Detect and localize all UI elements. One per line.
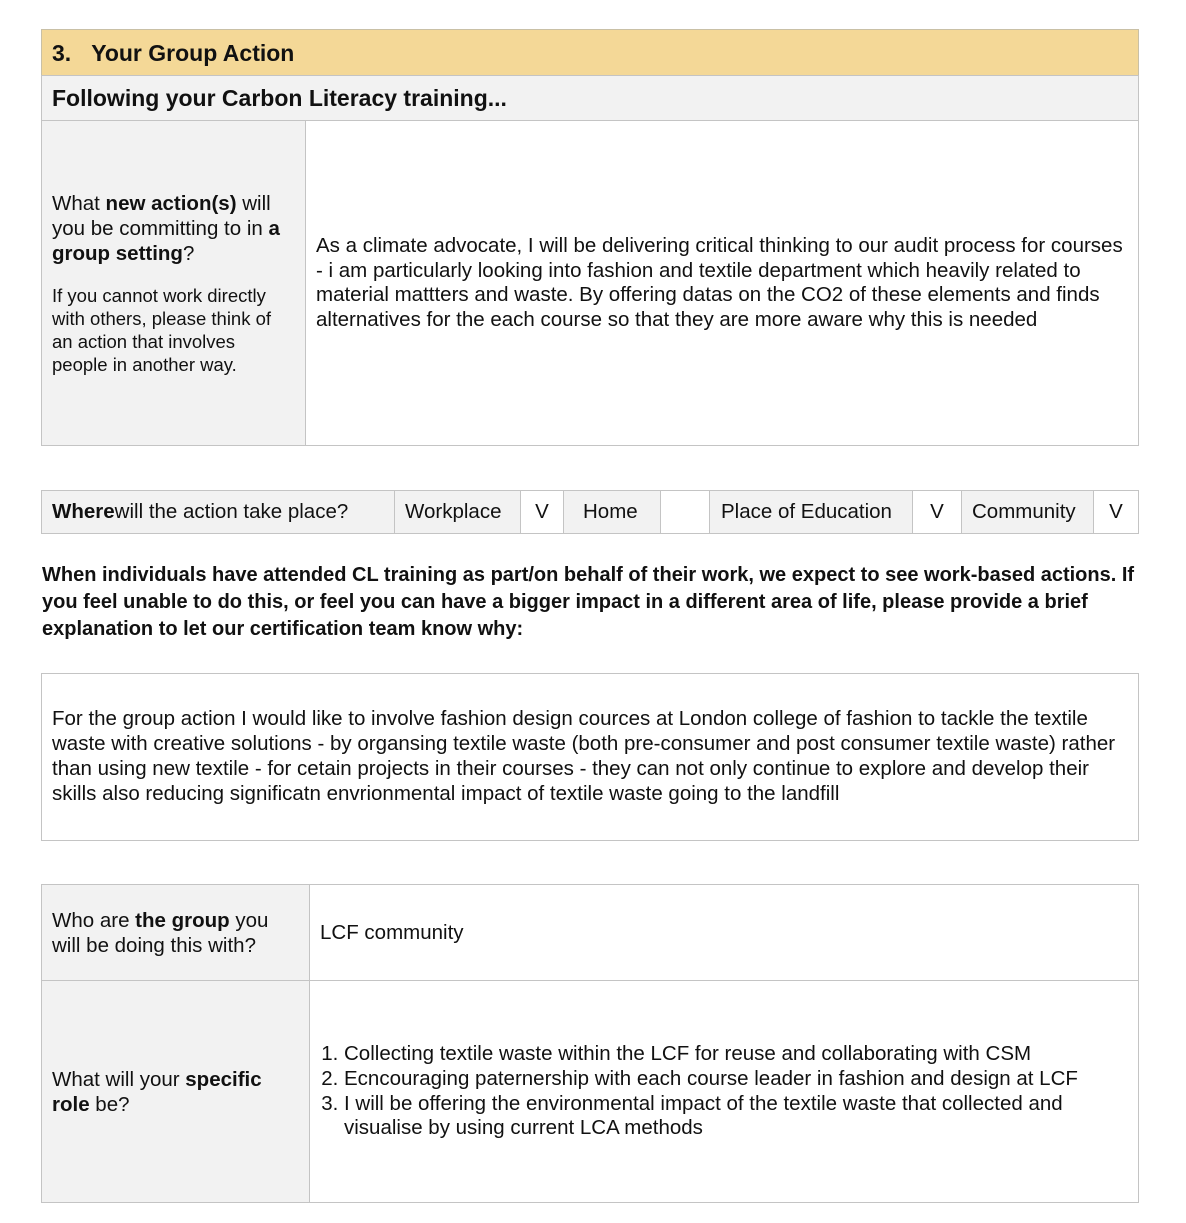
role-list-item: 3. I will be offering the environmental impact of the textile waste that collected and visualise by using current LCA methods (344, 1092, 1128, 1142)
group-answer-text: LCF community (320, 920, 464, 944)
role-list-item: 1. Collecting textile waste within the LCF for reuse and collaborating with CSM (344, 1042, 1128, 1067)
option-home-checkbox[interactable] (660, 490, 710, 534)
section-header (41, 29, 1139, 76)
where-label: Where will the action take place? (41, 490, 395, 534)
option-community-label: Community (961, 490, 1094, 534)
action-question: What new action(s) will you be committing to in a group setting? (52, 191, 280, 265)
role-list-item: 2. Ecncouraging paternership with each course leader in fashion and design at LCF (344, 1067, 1128, 1092)
section-subtitle: Following your Carbon Literacy training... (41, 75, 1139, 121)
explanation-answer-text: For the group action I would like to involve fashion design cources at London college of fashion to tackle the textile waste with creative solutions - by organsing textile waste (both pre-consumer and post consumer textile waste) rather than using new textile - for cetain projects in their courses - they can not only continue to explore and develop their skills also reducing significatn envrionmental impact of textile waste going to the landfill (52, 707, 1116, 805)
option-home-label: Home (563, 490, 661, 534)
role-list (320, 1042, 1128, 1141)
option-education-checkbox[interactable]: V (912, 490, 962, 534)
section-number: 3. (52, 39, 72, 66)
action-answer-text: As a climate advocate, I will be delivering critical thinking to our audit process for courses - i am particularly looking into fashion and textile department which heavily related to material mattters and waste. By offering datas on the CO2 of these elements and finds alternatives for the each course so that they are more aware why this is needed (316, 234, 1123, 331)
role-question-label: What will your specific role be? (41, 980, 310, 1203)
group-answer-field[interactable] (309, 884, 1139, 981)
group-question-label: Who are the group you will be doing this with? (41, 884, 310, 981)
section-title: Your Group Action (91, 39, 295, 66)
role-answer-field[interactable] (309, 980, 1139, 1203)
option-community-checkbox[interactable]: V (1093, 490, 1139, 534)
explanation-prompt: When individuals have attended CL training as part/on behalf of their work, we expect to see work-based actions. If you feel unable to do this, or feel you can have a bigger impact in a different area of life, please provide a brief explanation to let our certification team know why: (42, 564, 1135, 640)
action-answer-field[interactable] (305, 120, 1139, 446)
option-workplace-checkbox[interactable]: V (520, 490, 564, 534)
option-education-label: Place of Education (709, 490, 913, 534)
action-question-label (41, 120, 306, 446)
explanation-answer-field[interactable] (41, 673, 1139, 841)
option-workplace-label: Workplace (394, 490, 521, 534)
action-question-note: If you cannot work directly with others, please think of an action that involves people in another way. (52, 284, 272, 375)
